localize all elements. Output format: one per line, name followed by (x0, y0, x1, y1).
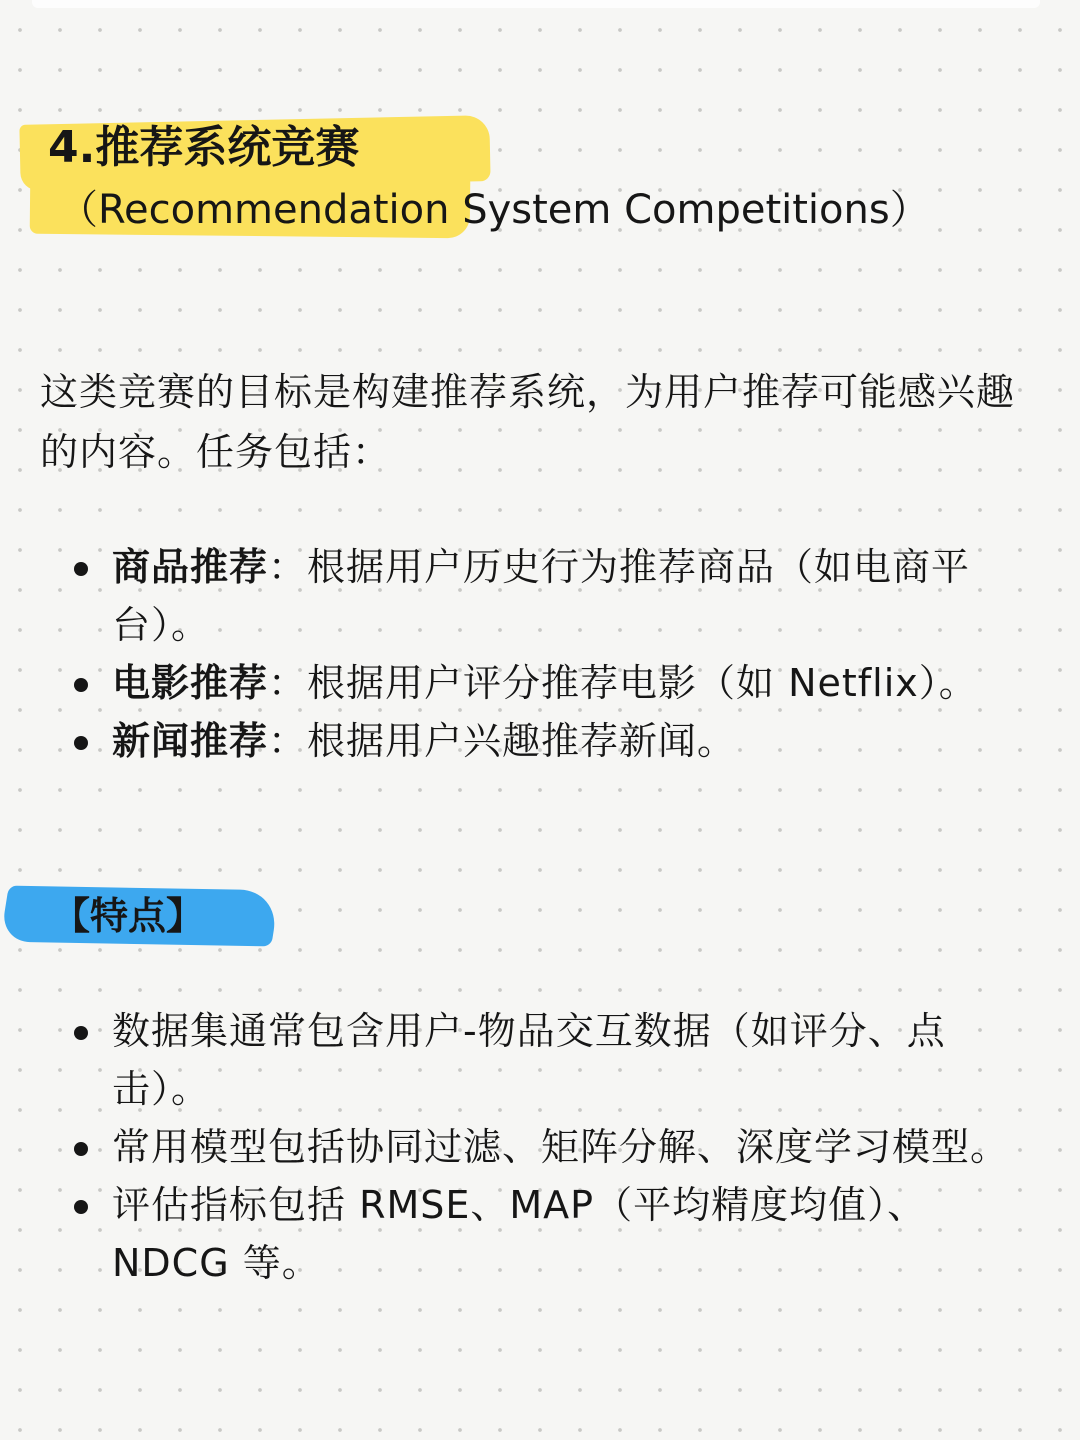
bullet-icon (74, 736, 88, 750)
bullet-icon (74, 1142, 88, 1156)
task-description: ：根据用户历史行为推荐商品（如电商平台）。 (112, 545, 971, 647)
feature-text: 数据集通常包含用户-物品交互数据（如评分、点击）。 (112, 1009, 946, 1111)
task-term: 新闻推荐 (112, 719, 269, 763)
title-block (0, 108, 1080, 248)
page-title: 4.推荐系统竞赛 (48, 122, 360, 173)
feature-text: 评估指标包括 RMSE、MAP（平均精度均值）、NDCG 等。 (112, 1183, 927, 1285)
list-item (0, 654, 1080, 712)
bullet-icon (74, 1200, 88, 1214)
bullet-icon (74, 678, 88, 692)
task-description: ：根据用户兴趣推荐新闻。 (268, 719, 737, 763)
features-list (0, 1002, 1080, 1292)
features-section-tag (0, 880, 300, 952)
bullet-icon (74, 562, 88, 576)
feature-text: 常用模型包括协同过滤、矩阵分解、深度学习模型。 (112, 1125, 1010, 1169)
bullet-icon (74, 1026, 88, 1040)
features-heading: 【特点】 (52, 894, 205, 938)
list-item (0, 1002, 1052, 1118)
intro-paragraph: 这类竞赛的目标是构建推荐系统，为用户推荐可能感兴趣的内容。任务包括： (40, 370, 1016, 474)
task-term: 商品推荐 (112, 545, 269, 589)
list-item (0, 538, 1080, 654)
page-subtitle: （Recommendation System Competitions） (58, 187, 930, 233)
list-item (0, 1118, 1052, 1176)
task-description: ：根据用户评分推荐电影（如 Netflix）。 (268, 661, 978, 705)
task-list (0, 538, 1080, 770)
list-item (0, 712, 1080, 770)
list-item (0, 1176, 1052, 1292)
task-term: 电影推荐 (112, 661, 269, 705)
top-edge-decoration (32, 0, 1040, 8)
